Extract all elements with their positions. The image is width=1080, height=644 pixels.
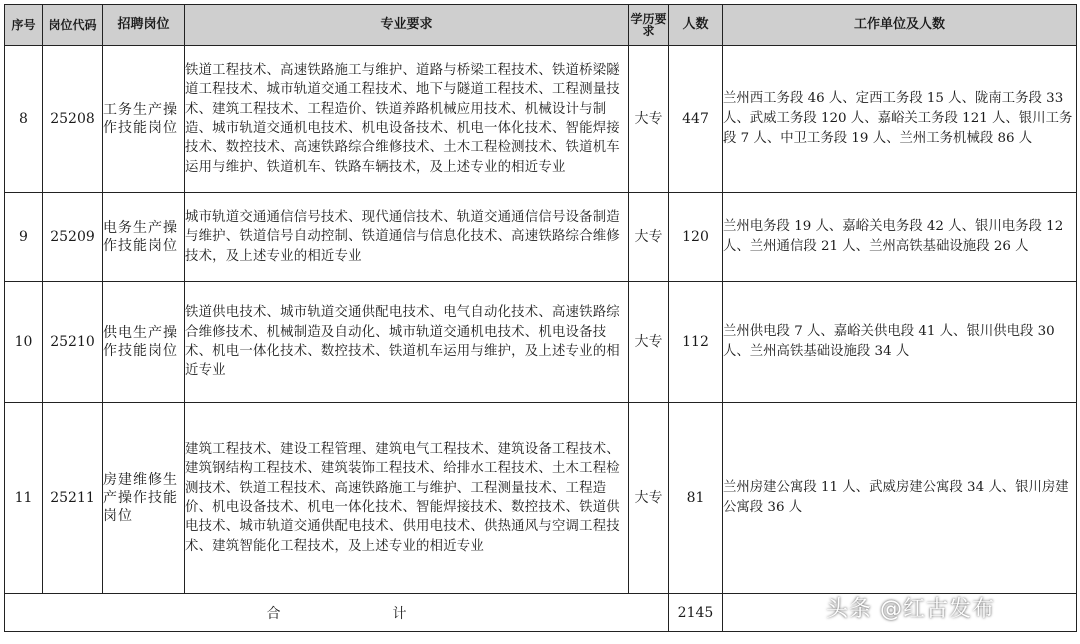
row-education: 大专 [629,282,669,403]
total-label [267,603,407,623]
row-count: 120 [669,193,723,282]
table-row [5,193,1077,282]
row-count: 112 [669,282,723,403]
header-major: 专业要求 [185,5,629,46]
row-position: 房建维修生产操作技能岗位 [103,403,185,594]
header-units: 工作单位及人数 [723,5,1077,46]
row-education: 大专 [629,403,669,594]
total-label-he: 合 [266,605,281,622]
row-code: 25209 [43,193,103,282]
row-education: 大专 [629,193,669,282]
row-position: 电务生产操作技能岗位 [103,193,185,282]
row-seq: 9 [5,193,43,282]
row-seq: 10 [5,282,43,403]
table-row [5,282,1077,403]
row-units: 兰州电务段 19 人、嘉峪关电务段 42 人、银川电务段 12 人、兰州通信段 21 人、兰州高铁基础设施段 26 人 [723,193,1077,282]
row-units: 兰州供电段 7 人、嘉峪关供电段 41 人、银川供电段 30 人、兰州高铁基础设施段 34 人 [723,282,1077,403]
row-code: 25208 [43,46,103,193]
header-position: 招聘岗位 [103,5,185,46]
row-major: 城市轨道交通通信信号技术、现代通信技术、轨道交通通信信号设备制造与维护、铁道信号自动控制、铁道通信与信息化技术、高速铁路综合维修技术，及上述专业的相近专业 [185,193,629,282]
row-position: 工务生产操作技能岗位 [103,46,185,193]
row-seq: 11 [5,403,43,594]
row-code: 25210 [43,282,103,403]
row-count: 447 [669,46,723,193]
table-row [5,403,1077,594]
row-units: 兰州房建公寓段 11 人、武威房建公寓段 34 人、银川房建公寓段 36 人 [723,403,1077,594]
row-code: 25211 [43,403,103,594]
header-code: 岗位代码 [43,5,103,46]
total-count: 2145 [669,594,723,632]
row-units: 兰州西工务段 46 人、定西工务段 15 人、陇南工务段 33 人、武威工务段 120 人、嘉峪关工务段 121 人、银川工务段 7 人、中卫工务段 19 人、兰州工务机械段 86 人 [723,46,1077,193]
row-seq: 8 [5,46,43,193]
row-major: 铁道供电技术、城市轨道交通供配电技术、电气自动化技术、高速铁路综合维修技术、机械制造及自动化、城市轨道交通机电技术、机电设备技术、机电一体化技术、数控技术、铁道机车运用与维护，及上述专业的相近专业 [185,282,629,403]
header-seq: 序号 [5,5,43,46]
row-position: 供电生产操作技能岗位 [103,282,185,403]
row-major: 建筑工程技术、建设工程管理、建筑电气工程技术、建筑设备工程技术、建筑钢结构工程技术、建筑装饰工程技术、给排水工程技术、土木工程检测技术、铁道工程技术、高速铁路施工与维护、工程测量技术、工程造价、机电设备技术、机电一体化技术、智能焊接技术、数控技术、铁道供电技术、城市轨道交通供配电技术、供用电技术、供热通风与空调工程技术、建筑智能化工程技术，及上述专业的相近专业 [185,403,629,594]
recruitment-table [4,4,1077,632]
header-row [5,5,1077,46]
table-row [5,46,1077,193]
row-count: 81 [669,403,723,594]
total-label-ji: 计 [392,605,407,622]
total-label-cell [5,594,669,632]
watermark: 头条 @红古发布 [826,597,995,622]
header-education: 学历要求 [629,5,669,46]
row-education: 大专 [629,46,669,193]
row-major: 铁道工程技术、高速铁路施工与维护、道路与桥梁工程技术、铁道桥梁隧道工程技术、城市轨道交通工程技术、地下与隧道工程技术、工程测量技术、建筑工程技术、工程造价、铁道养路机械应用技术、机械设计与制造、城市轨道交通机电技术、机电设备技术、机电一体化技术、智能焊接技术、数控技术、高速铁路综合维修技术、土木工程检测技术、铁道机车运用与维护、铁道机车、铁路车辆技术，及上述专业的相近专业 [185,46,629,193]
header-count: 人数 [669,5,723,46]
